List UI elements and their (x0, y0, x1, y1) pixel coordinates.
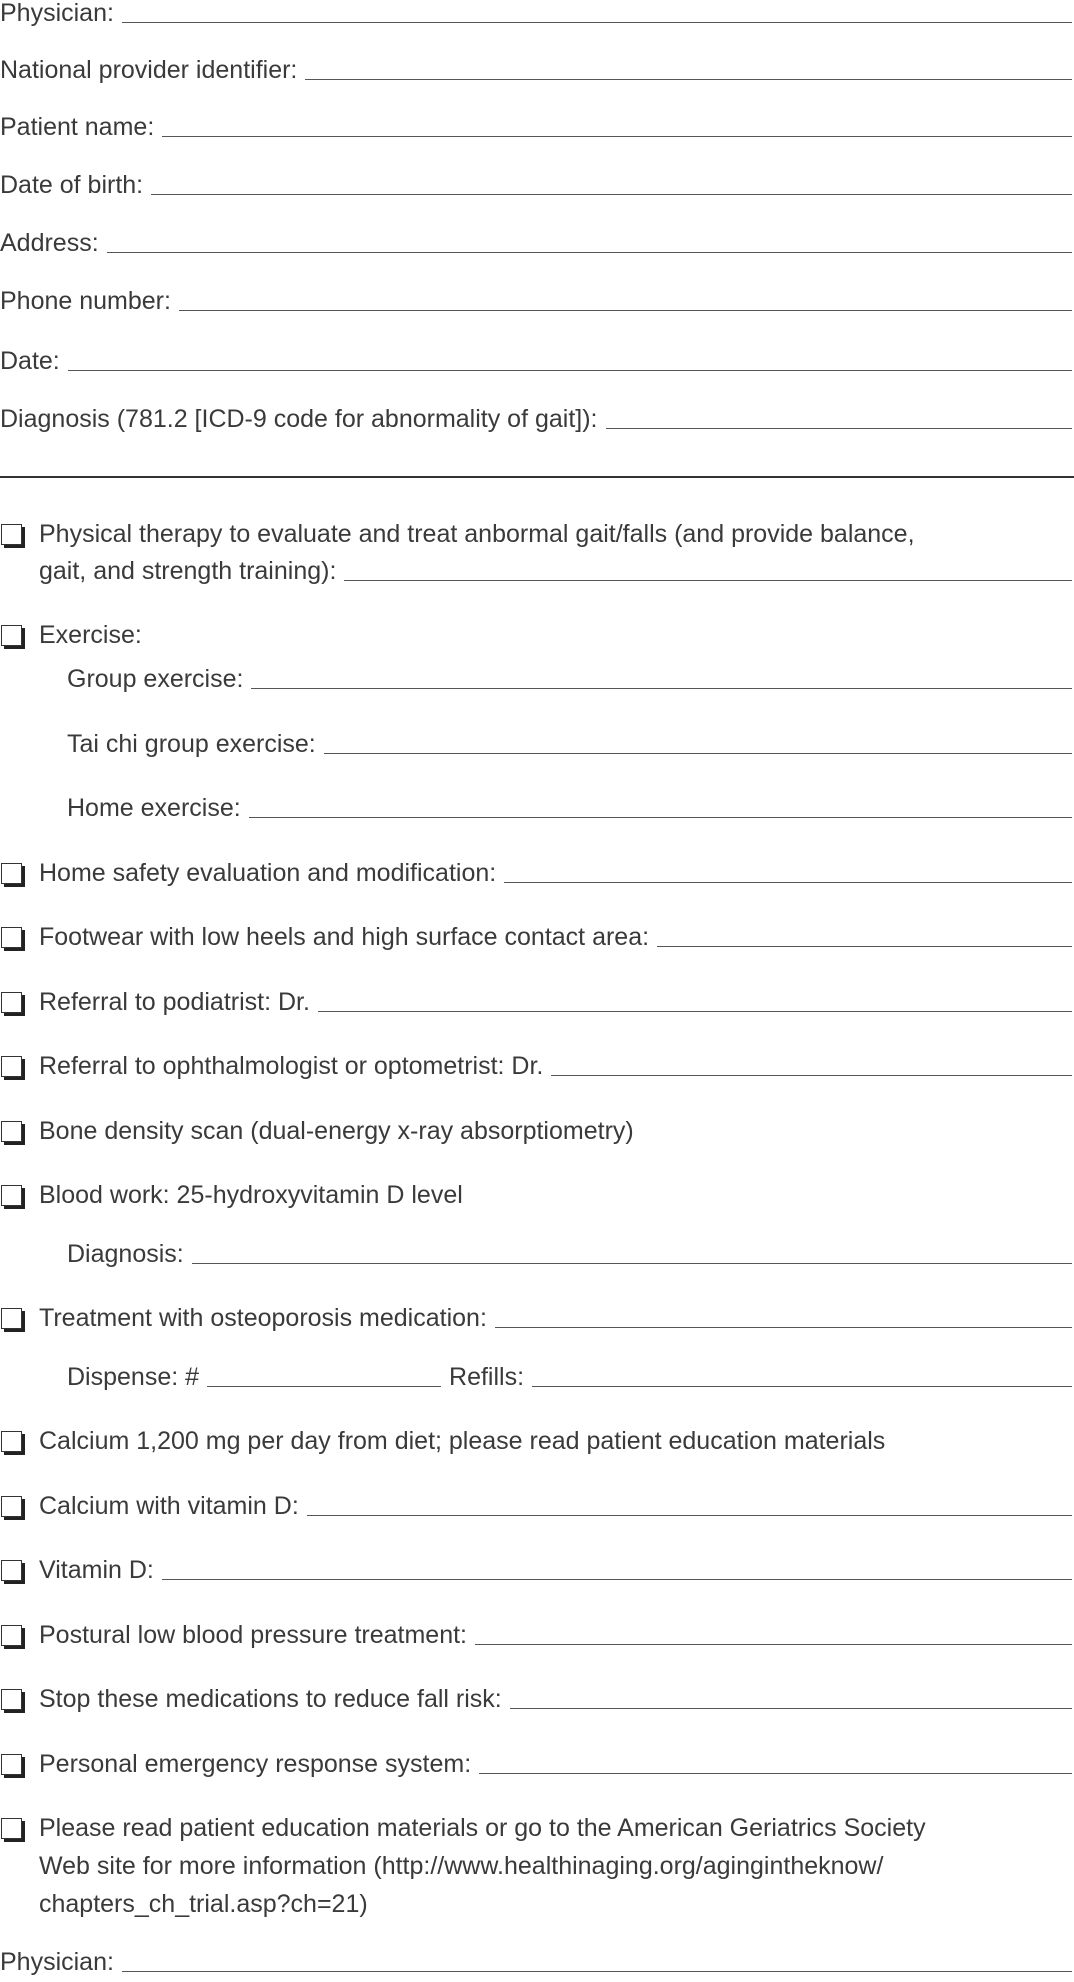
form-row-group-exercise (0, 663, 1072, 695)
field-label: Personal emergency response system: (39, 1749, 472, 1778)
input-line[interactable] (249, 817, 1072, 818)
form-row-phone-number (0, 285, 1072, 317)
form-row-home-exercise (0, 792, 1072, 824)
field-label: Dispense: # (67, 1363, 200, 1392)
field-label: Blood work: 25-hydroxyvitamin D level (39, 1181, 463, 1209)
input-line[interactable] (657, 946, 1072, 947)
form-row-dispense (0, 1361, 1072, 1393)
input-line[interactable] (305, 79, 1072, 80)
field-label: Exercise: (39, 621, 142, 650)
field-label: Vitamin D: (39, 1556, 154, 1585)
field-label: Referral to ophthalmologist or optometrist: Dr. (39, 1052, 544, 1081)
form-row-vitamin-d (0, 1554, 1072, 1586)
checkbox[interactable] (1, 1121, 22, 1142)
checkbox[interactable] (1, 1818, 22, 1839)
form-row-calcium-with-vitamin-d (0, 1490, 1072, 1522)
checkbox[interactable] (1, 863, 22, 884)
checkbox[interactable] (1, 1754, 22, 1775)
form-row-postural-low-blood-pressure-treatment (0, 1619, 1072, 1651)
field-label: Bone density scan (dual-energy x-ray absorptiometry) (39, 1116, 634, 1145)
form-row-calcium-1-200-mg-per-day-from-diet-pleas (0, 1425, 1072, 1457)
input-line[interactable] (251, 688, 1072, 689)
input-line[interactable] (479, 1773, 1072, 1774)
input-line[interactable] (344, 580, 1072, 581)
field-label: chapters_ch_trial.asp?ch=21) (39, 1890, 368, 1919)
form-row-exercise (0, 619, 1072, 651)
field-label: Calcium 1,200 mg per day from diet; please read patient education materials (39, 1427, 886, 1456)
form-row-physician (0, 1946, 1072, 1978)
field-label: Date of birth: (0, 171, 144, 200)
form-row-address (0, 227, 1072, 259)
field-label: Patient name: (0, 112, 155, 141)
field-label: Stop these medications to reduce fall risk: (39, 1685, 502, 1714)
field-label: Group exercise: (67, 665, 244, 694)
input-line[interactable] (495, 1327, 1072, 1328)
form-row-web-site-for-more-information-http-www-h (0, 1850, 1072, 1882)
checkbox[interactable] (1, 1689, 22, 1710)
field-label: Diagnosis (781.2 [ICD-9 code for abnormality of gait]): (0, 404, 598, 433)
form-row-patient-name (0, 111, 1072, 143)
input-line[interactable] (122, 22, 1072, 23)
checkbox[interactable] (1, 1308, 22, 1329)
input-line[interactable] (510, 1708, 1072, 1709)
field-label: Physician: (0, 1948, 114, 1977)
form-row-footwear-with-low-heels-and-high-surface (0, 921, 1072, 953)
field-label: Postural low blood pressure treatment: (39, 1620, 467, 1649)
input-line[interactable] (151, 194, 1072, 195)
input-line[interactable] (162, 1579, 1072, 1580)
form-row-please-read-patient-education-materials- (0, 1812, 1072, 1844)
dispense-input-line[interactable] (207, 1386, 441, 1387)
checkbox[interactable] (1, 524, 22, 545)
form-row-date-of-birth (0, 169, 1072, 201)
input-line[interactable] (551, 1075, 1072, 1076)
checkbox[interactable] (1, 1560, 22, 1581)
input-line[interactable] (324, 753, 1072, 754)
field-label: Address: (0, 229, 99, 258)
form-row-blood-work-25-hydroxyvitamin-d-level (0, 1179, 1072, 1211)
input-line[interactable] (307, 1515, 1072, 1516)
field-label: Physical therapy to evaluate and treat anbormal gait/falls (and provide balance, (39, 519, 915, 548)
form-row-chapters-ch-trial-asp-ch-21 (0, 1888, 1072, 1920)
refills-label: Refills: (449, 1363, 525, 1392)
field-label: Treatment with osteoporosis medication: (39, 1303, 487, 1332)
field-label: Please read patient education materials or go to the American Geriatrics Society (39, 1814, 926, 1843)
field-label: Home exercise: (67, 794, 241, 823)
checkbox[interactable] (1, 1431, 22, 1452)
field-label: gait, and strength training): (39, 556, 337, 585)
input-line[interactable] (192, 1263, 1072, 1264)
refills-input-line[interactable] (532, 1386, 1072, 1387)
form-row-physician (0, 0, 1072, 29)
input-line[interactable] (475, 1644, 1072, 1645)
input-line[interactable] (68, 370, 1072, 371)
input-line[interactable] (122, 1971, 1072, 1972)
form-row-personal-emergency-response-system (0, 1748, 1072, 1780)
field-label: Diagnosis: (67, 1240, 184, 1269)
form-row-physical-therapy-to-evaluate-and-treat-a (0, 518, 1072, 550)
input-line[interactable] (162, 136, 1072, 137)
form-row-date (0, 345, 1072, 377)
form-row-referral-to-ophthalmologist-or-optometri (0, 1050, 1072, 1082)
field-label: Calcium with vitamin D: (39, 1491, 299, 1520)
field-label: National provider identifier: (0, 56, 298, 85)
form-row-diagnosis-781-2-icd-9-code-for-abnormali (0, 403, 1072, 435)
input-line[interactable] (318, 1011, 1072, 1012)
form-row-tai-chi-group-exercise (0, 728, 1072, 760)
field-label: Footwear with low heels and high surface contact area: (39, 923, 650, 952)
checkbox[interactable] (1, 1496, 22, 1517)
form-row-diagnosis (0, 1238, 1072, 1270)
form-row-gait-and-strength-training (0, 555, 1072, 587)
field-label: Phone number: (0, 287, 171, 316)
section-divider (0, 476, 1074, 478)
input-line[interactable] (504, 882, 1072, 883)
field-label: Date: (0, 346, 60, 375)
form-row-treatment-with-osteoporosis-medication (0, 1302, 1072, 1334)
field-label: Home safety evaluation and modification: (39, 858, 497, 887)
input-line[interactable] (606, 428, 1073, 429)
field-label: Referral to podiatrist: Dr. (39, 987, 310, 1016)
checkbox[interactable] (1, 1185, 22, 1206)
checkbox[interactable] (1, 992, 22, 1013)
input-line[interactable] (179, 310, 1072, 311)
checkbox[interactable] (1, 1056, 22, 1077)
form-row-bone-density-scan-dual-energy-x-ray-abso (0, 1115, 1072, 1147)
checkbox[interactable] (1, 1625, 22, 1646)
field-label: Physician: (0, 0, 114, 28)
checkbox[interactable] (1, 625, 22, 646)
form-row-national-provider-identifier (0, 54, 1072, 86)
form-row-referral-to-podiatrist-dr (0, 986, 1072, 1018)
checkbox[interactable] (1, 927, 22, 948)
field-label: Tai chi group exercise: (67, 729, 316, 758)
field-label: Web site for more information (http://www.healthinaging.org/agingintheknow/ (39, 1852, 884, 1881)
form-row-home-safety-evaluation-and-modification (0, 857, 1072, 889)
form-row-stop-these-medications-to-reduce-fall-ri (0, 1683, 1072, 1715)
input-line[interactable] (107, 252, 1072, 253)
